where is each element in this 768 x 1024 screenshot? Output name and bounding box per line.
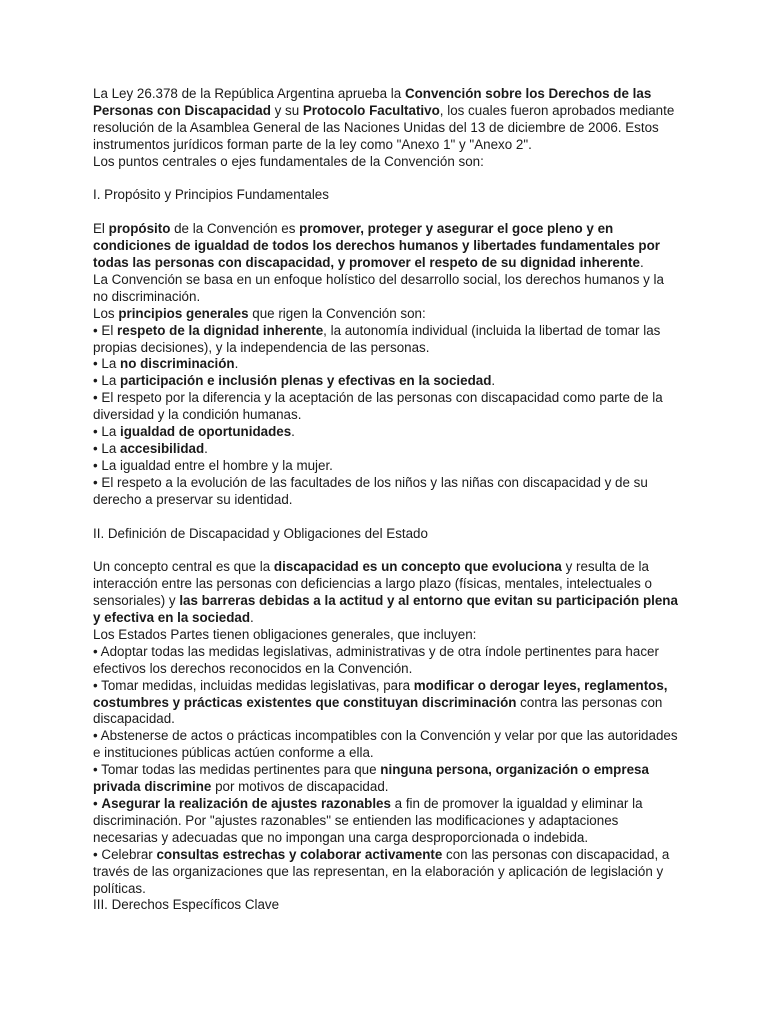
text-run: • El	[93, 322, 118, 338]
paragraph	[93, 441, 681, 458]
bold-text: Convención sobre los Derechos de las Personas con Discapacidad	[93, 86, 652, 118]
paragraph	[93, 796, 681, 847]
text-run: contra las personas con discapacidad.	[93, 694, 663, 727]
text-run: El	[93, 221, 109, 237]
paragraph	[93, 390, 681, 424]
section-3-heading: III. Derechos Específicos Clave	[93, 897, 280, 913]
spacer	[93, 542, 681, 559]
bold-text: no discriminación	[120, 356, 235, 372]
text-run: Los	[93, 305, 119, 321]
section-2-heading: II. Definición de Discapacidad y Obligaciones del Estado	[93, 525, 428, 541]
paragraph	[93, 728, 681, 762]
text-run: , la autonomía individual (incluida la libertad de tomar las propias decisiones), y la independencia de las personas.	[93, 322, 661, 355]
text-run: y resulta de la interacción entre las personas con deficiencias a largo plazo (físicas, mentales, intelectuales o sensoriales) y	[93, 559, 652, 609]
section-1-body	[93, 221, 681, 508]
paragraph	[93, 86, 681, 154]
paragraph	[93, 678, 681, 729]
bold-text: ninguna persona, organización o empresa privada discrimine	[93, 762, 649, 795]
paragraph	[93, 306, 681, 323]
intro-block	[93, 86, 681, 171]
bold-text: respeto de la dignidad inherente	[117, 322, 324, 338]
text-run: • La igualdad entre el hombre y la mujer.	[93, 457, 333, 473]
paragraph	[93, 762, 681, 796]
text-run: La Ley 26.378 de la República Argentina aprueba la	[93, 86, 405, 101]
text-run: Los Estados Partes tienen obligaciones generales, que incluyen:	[93, 626, 477, 642]
text-run: Los puntos centrales o ejes fundamentales de la Convención son:	[93, 153, 484, 169]
text-run: • Tomar medidas, incluidas medidas legislativas, para	[93, 677, 414, 693]
text-run: La Convención se basa en un enfoque holístico del desarrollo social, los derechos humanos y la no discriminación.	[93, 271, 664, 304]
bold-text: consultas estrechas y colaborar activamente	[156, 846, 443, 862]
text-run: • La	[93, 441, 121, 456]
text-run: • Abstenerse de actos o prácticas incompatibles con la Convención y velar por que las autoridades e instituciones públicas actúen conforme a ella.	[93, 728, 678, 761]
paragraph	[93, 644, 681, 678]
document-body	[93, 86, 681, 914]
text-run: .	[291, 424, 295, 440]
paragraph	[93, 627, 681, 644]
bold-text: discapacidad es un concepto que evoluciona	[273, 559, 562, 575]
text-run: a fin de promover la igualdad y eliminar la discriminación. Por "ajustes razonables" se entienden las modificaciones y adaptaciones necesarias y adecuadas que no impongan una carga desproporcionada o indebida.	[93, 796, 643, 845]
paragraph	[93, 154, 681, 171]
text-run: • La	[93, 356, 121, 372]
paragraph	[93, 559, 681, 627]
paragraph	[93, 373, 681, 390]
text-run: Un concepto central es que la	[93, 559, 274, 575]
bold-text: propósito	[108, 221, 171, 237]
text-run: • Tomar todas las medidas pertinentes para que	[93, 762, 381, 778]
paragraph	[93, 323, 681, 357]
spacer	[93, 204, 681, 221]
text-run: .	[204, 441, 208, 456]
bold-text: promover, proteger y asegurar el goce pleno y en condiciones de igualdad de todos los derechos humanos y libertades fundamentales por todas las personas con discapacidad, y promover el respeto de su dignidad inherente	[93, 221, 660, 271]
text-run: • El respeto a la evolución de las facultades de los niños y las niñas con discapacidad y de su derecho a preservar su identidad.	[93, 474, 648, 507]
bold-text: accesibilidad	[120, 441, 205, 456]
bold-text: modificar o derogar leyes, reglamentos, costumbres y prácticas existentes que constituyan discriminación	[93, 677, 668, 710]
bold-text: las barreras debidas a la actitud y al entorno que evitan su participación plena y efectiva en la sociedad	[93, 593, 678, 626]
bold-text: Protocolo Facultativo	[302, 102, 440, 118]
text-run: que rigen la Convención son:	[248, 305, 426, 321]
paragraph	[93, 424, 681, 441]
text-run: • Celebrar	[93, 846, 157, 862]
bold-text: Asegurar la realización de ajustes razonables	[101, 796, 391, 811]
paragraph	[93, 847, 681, 898]
section-1-heading: I. Propósito y Principios Fundamentales	[93, 187, 329, 203]
text-run: • La	[93, 424, 121, 440]
text-run: .	[639, 255, 644, 271]
text-run: • La	[93, 373, 121, 389]
text-run: .	[250, 610, 254, 626]
paragraph	[93, 475, 681, 509]
text-run: • Adoptar todas las medidas legislativas, administrativas y de otra índole pertinentes para hacer efectivos los derechos reconocidos en la Convención.	[93, 643, 659, 676]
text-run: con las personas con discapacidad, a través de las organizaciones que las representan, en la elaboración y aplicación de legislación y políticas.	[93, 846, 670, 896]
paragraph	[93, 272, 681, 306]
spacer	[93, 509, 681, 526]
text-run: y su	[270, 102, 303, 118]
spacer	[93, 171, 681, 188]
text-run: • El respeto por la diferencia y la aceptación de las personas con discapacidad como parte de la diversidad y la condición humanas.	[93, 390, 663, 423]
paragraph	[93, 356, 681, 373]
bold-text: principios generales	[118, 305, 249, 321]
text-run: .	[491, 373, 496, 389]
paragraph	[93, 458, 681, 475]
text-run: .	[234, 356, 239, 372]
text-run: , los cuales fueron aprobados mediante resolución de la Asamblea General de las Naciones Unidas del 13 de diciembre de 2006. Estos instrumentos jurídicos forman parte de la ley como "Anexo 1" y "Anexo 2".	[93, 102, 675, 152]
text-run: de la Convención es	[170, 221, 300, 237]
bold-text: participación e inclusión plenas y efectivas en la sociedad	[120, 373, 492, 389]
bold-text: igualdad de oportunidades	[120, 424, 292, 440]
text-run: •	[93, 796, 102, 811]
paragraph	[93, 221, 681, 272]
text-run: por motivos de discapacidad.	[211, 779, 389, 795]
section-2-body	[93, 559, 681, 897]
